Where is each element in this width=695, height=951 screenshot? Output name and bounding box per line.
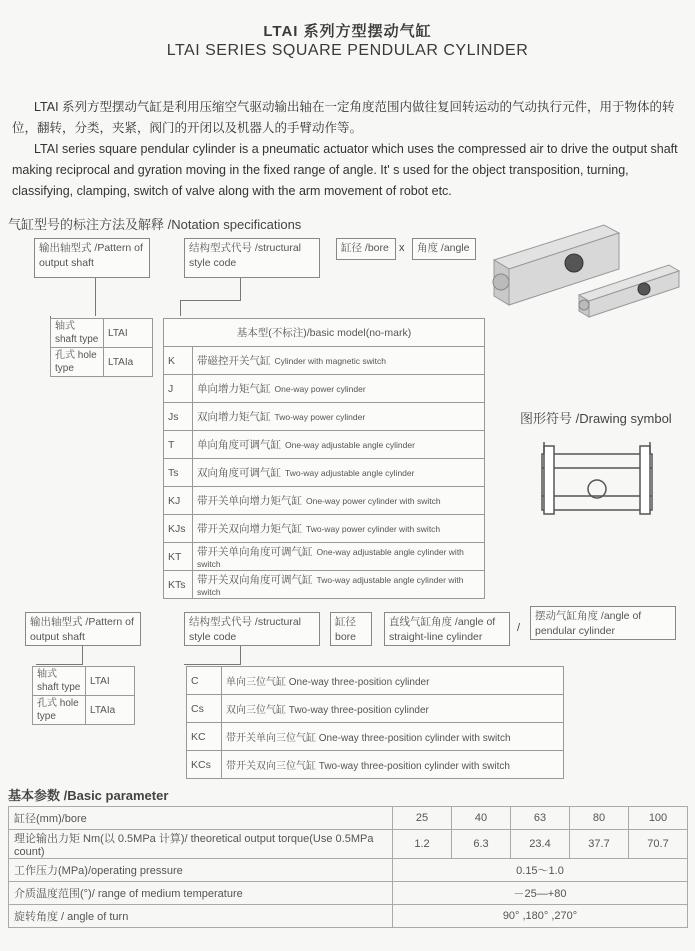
shaft-type-code: LTAI bbox=[104, 319, 153, 348]
code-row bbox=[164, 571, 485, 599]
code-cell: K bbox=[164, 347, 193, 375]
params-value: 40 bbox=[452, 807, 511, 830]
code-cell: KC bbox=[187, 723, 222, 751]
basic-model-row bbox=[164, 319, 485, 347]
code-cn: 带开关单向角度可调气缸 bbox=[197, 546, 313, 558]
params-value: 100 bbox=[629, 807, 688, 830]
code-cell: Js bbox=[164, 403, 193, 431]
code-cn: 带开关双向角度可调气缸 bbox=[197, 574, 313, 586]
pendular-angle-box: 摆动气缸角度 /angle of pendular cylinder bbox=[530, 606, 676, 640]
shaft-type-label: 轴式 shaft type bbox=[33, 667, 86, 696]
params-row bbox=[9, 859, 688, 882]
code-row bbox=[164, 487, 485, 515]
code-row bbox=[164, 375, 485, 403]
structural-box-2: 结构型式代号 /structural style code bbox=[184, 612, 320, 646]
shaft-type-code: LTAIa bbox=[86, 696, 135, 725]
code-en: Two-way adjustable angle cylinder bbox=[285, 468, 415, 478]
params-value: 37.7 bbox=[570, 830, 629, 859]
params-label: 介质温度范围(°)/ range of medium temperature bbox=[9, 882, 393, 905]
code-row bbox=[164, 515, 485, 543]
params-label: 缸径(mm)/bore bbox=[9, 807, 393, 830]
connector-line bbox=[180, 300, 181, 316]
code-cell: Cs bbox=[187, 695, 222, 723]
code-cn: 带磁控开关气缸 bbox=[197, 355, 271, 367]
shaft-type-label: 孔式 hole type bbox=[51, 348, 104, 377]
params-value: 70.7 bbox=[629, 830, 688, 859]
params-value: 90° ,180° ,270° bbox=[393, 905, 688, 928]
params-value: 80 bbox=[570, 807, 629, 830]
code-cell: Ts bbox=[164, 459, 193, 487]
params-value: 23.4 bbox=[511, 830, 570, 859]
connector-line bbox=[82, 646, 83, 664]
code-cell: KCs bbox=[187, 751, 222, 779]
params-row bbox=[9, 830, 688, 859]
code-cell: KJs bbox=[164, 515, 193, 543]
shaft-type-table-2 bbox=[32, 666, 135, 725]
code-cell: J bbox=[164, 375, 193, 403]
code-cell: KT bbox=[164, 543, 193, 571]
params-value: 6.3 bbox=[452, 830, 511, 859]
notation-heading: 气缸型号的标注方法及解释 /Notation specifications bbox=[8, 217, 302, 232]
params-value: 1.2 bbox=[393, 830, 452, 859]
code-cn: 单向增力矩气缸 bbox=[197, 383, 271, 395]
shaft-type-label: 轴式 shaft type bbox=[51, 319, 104, 348]
angle-box: 角度 /angle bbox=[412, 238, 476, 260]
code-en: Two-way power cylinder with switch bbox=[306, 524, 441, 534]
code-text: 带开关单向三位气缸 One-way three-position cylinder with switch bbox=[222, 723, 564, 751]
straight-angle-box: 直线气缸角度 /angle of straight-line cylinder bbox=[384, 612, 510, 646]
params-value: 63 bbox=[511, 807, 570, 830]
shaft-type-row bbox=[33, 696, 135, 725]
title-cn: LTAI 系列方型摆动气缸 bbox=[263, 23, 432, 40]
connector-line bbox=[36, 664, 83, 665]
code-cn: 双向角度可调气缸 bbox=[197, 467, 281, 479]
params-label: 工作压力(MPa)/operating pressure bbox=[9, 859, 393, 882]
params-table bbox=[8, 806, 688, 928]
position-code-table bbox=[186, 666, 564, 779]
shaft-type-code: LTAI bbox=[86, 667, 135, 696]
code-text: 带开关双向三位气缸 Two-way three-position cylinder with switch bbox=[222, 751, 564, 779]
times-sign: x bbox=[399, 242, 405, 254]
code-row bbox=[164, 543, 485, 571]
shaft-type-row bbox=[51, 319, 153, 348]
code-text: 单向三位气缸 One-way three-position cylinder bbox=[222, 667, 564, 695]
params-row bbox=[9, 905, 688, 928]
cylinder-product-image bbox=[484, 205, 684, 320]
structural-box: 结构型式代号 /structural style code bbox=[184, 238, 320, 278]
params-row bbox=[9, 807, 688, 830]
code-row bbox=[187, 751, 564, 779]
intro-en: LTAI series square pendular cylinder is a pneumatic actuator which uses the compressed air to drive the output shaft making reciprocal and gyration moving in the fixed range of angle. It' s used for the object transposition, turning, classifying, clamping, switch of valve along with the arm movement of robot etc. bbox=[12, 142, 678, 198]
code-en: Two-way power cylinder bbox=[274, 412, 366, 422]
connector-line bbox=[184, 664, 241, 665]
params-value: 25 bbox=[393, 807, 452, 830]
code-cell: T bbox=[164, 431, 193, 459]
code-row bbox=[164, 347, 485, 375]
code-row bbox=[164, 431, 485, 459]
code-row bbox=[187, 695, 564, 723]
intro bbox=[12, 97, 684, 202]
params-label: 理论输出力矩 Nm(以 0.5MPa 计算)/ theoretical output torque(Use 0.5MPa count) bbox=[9, 830, 393, 859]
structural-code-table bbox=[163, 318, 485, 599]
params-heading: 基本参数 /Basic parameter bbox=[8, 788, 169, 803]
code-cell: KJ bbox=[164, 487, 193, 515]
slash-sign: / bbox=[517, 622, 521, 634]
code-row bbox=[187, 667, 564, 695]
code-en: Two-way adjustable angle cylinder with switch bbox=[197, 575, 464, 597]
code-cn: 双向增力矩气缸 bbox=[197, 411, 271, 423]
code-text: 双向三位气缸 Two-way three-position cylinder bbox=[222, 695, 564, 723]
drawing-symbol-label: 图形符号 /Drawing symbol bbox=[520, 411, 672, 426]
connector-line bbox=[240, 278, 241, 300]
code-cn: 带开关双向增力矩气缸 bbox=[197, 523, 302, 535]
code-en: One-way adjustable angle cylinder bbox=[285, 440, 415, 450]
code-en: Cylinder with magnetic switch bbox=[274, 356, 386, 366]
shaft-type-label: 孔式 hole type bbox=[33, 696, 86, 725]
bore-box-2: 缸径 bore bbox=[330, 612, 372, 646]
code-cell: C bbox=[187, 667, 222, 695]
code-cn: 单向角度可调气缸 bbox=[197, 439, 281, 451]
code-en: One-way adjustable angle cylinder with switch bbox=[197, 547, 464, 569]
basic-model-label: 基本型(不标注)/basic model(no-mark) bbox=[164, 319, 485, 347]
intro-cn: LTAI 系列方型摆动气缸是利用压缩空气驱动输出轴在一定角度范围内做往复回转运动的气动执行元件，用于物体的转位，翻转，分类，夹紧，阀门的开闭以及机器人的手臂动作等。 bbox=[12, 100, 675, 135]
shaft-type-table bbox=[50, 318, 153, 377]
code-row bbox=[187, 723, 564, 751]
code-en: One-way power cylinder bbox=[274, 384, 366, 394]
pattern-box: 输出轴型式 /Pattern of output shaft bbox=[34, 238, 150, 278]
connector-line bbox=[240, 646, 241, 664]
code-cell: KTs bbox=[164, 571, 193, 599]
params-label: 旋转角度 / angle of turn bbox=[9, 905, 393, 928]
params-value: －25—+80 bbox=[393, 882, 688, 905]
connector-line bbox=[180, 300, 241, 301]
code-row bbox=[164, 459, 485, 487]
title-en: LTAI SERIES SQUARE PENDULAR CYLINDER bbox=[166, 42, 529, 59]
shaft-type-row bbox=[33, 667, 135, 696]
bore-box: 缸径 /bore bbox=[336, 238, 396, 260]
code-cn: 带开关单向增力矩气缸 bbox=[197, 495, 302, 507]
code-row bbox=[164, 403, 485, 431]
params-row bbox=[9, 882, 688, 905]
connector-line bbox=[95, 278, 96, 316]
pattern-box-2: 输出轴型式 /Pattern of output shaft bbox=[25, 612, 141, 646]
shaft-type-row bbox=[51, 348, 153, 377]
shaft-type-code: LTAIa bbox=[104, 348, 153, 377]
drawing-symbol-icon bbox=[522, 440, 672, 520]
params-value: 0.15～1.0 bbox=[393, 859, 688, 882]
code-en: One-way power cylinder with switch bbox=[306, 496, 441, 506]
